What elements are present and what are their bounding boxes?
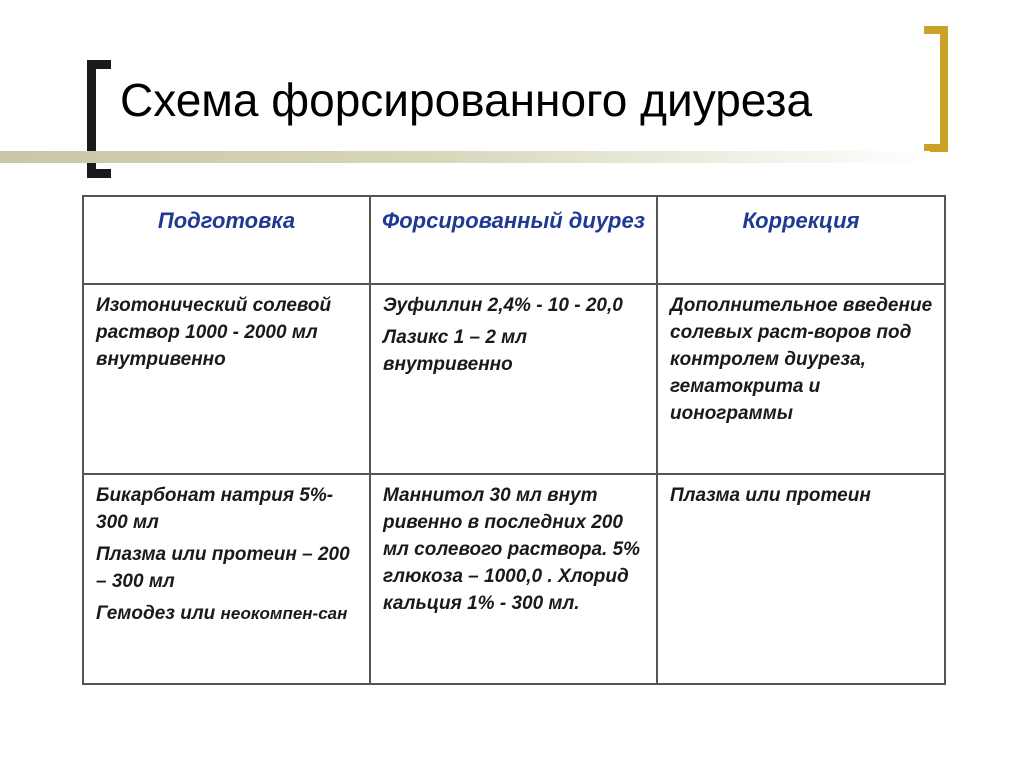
cell-text: Эуфиллин 2,4% - 10 - 20,0 bbox=[383, 295, 623, 316]
cell-preparation bbox=[83, 284, 370, 474]
table-row bbox=[83, 284, 945, 474]
cell-text: Гемодез или bbox=[96, 603, 221, 624]
diuresis-scheme-table bbox=[82, 195, 946, 685]
header-preparation: Подготовка bbox=[83, 196, 370, 284]
cell-correction bbox=[657, 284, 945, 474]
cell-text: Бикарбонат натрия 5%- 300 мл bbox=[96, 485, 334, 533]
table-header-row bbox=[83, 196, 945, 284]
cell-preparation bbox=[83, 474, 370, 684]
cell-text: Маннитол 30 мл внут ривенно в последних 200 мл солевого раствора. 5% глюкоза – 1000,0 . Хлорид кальция 1% - 300 мл. bbox=[383, 485, 641, 614]
cell-correction bbox=[657, 474, 945, 684]
cell-text: Дополнительное введение солевых раст-воров под контролем диуреза, гематокрита и ионограммы bbox=[670, 295, 933, 424]
cell-note: неокомпен-сан bbox=[220, 604, 348, 623]
title-underline-band bbox=[0, 151, 930, 163]
header-correction: Коррекция bbox=[657, 196, 945, 284]
cell-text: Плазма или протеин bbox=[670, 485, 871, 506]
cell-text: Изотонический солевой раствор 1000 - 2000 мл внутривенно bbox=[96, 295, 332, 370]
page-title: Схема форсированного диуреза bbox=[120, 74, 813, 126]
cell-text: Плазма или протеин – 200 – 300 мл bbox=[96, 544, 350, 592]
cell-text-group bbox=[96, 600, 359, 627]
header-forced-diuresis: Форсированный диурез bbox=[370, 196, 657, 284]
table-row bbox=[83, 474, 945, 684]
cell-text: Лазикс 1 – 2 мл внутривенно bbox=[383, 327, 528, 375]
cell-forced-diuresis bbox=[370, 284, 657, 474]
right-bracket-decoration bbox=[924, 26, 948, 152]
cell-forced-diuresis bbox=[370, 474, 657, 684]
